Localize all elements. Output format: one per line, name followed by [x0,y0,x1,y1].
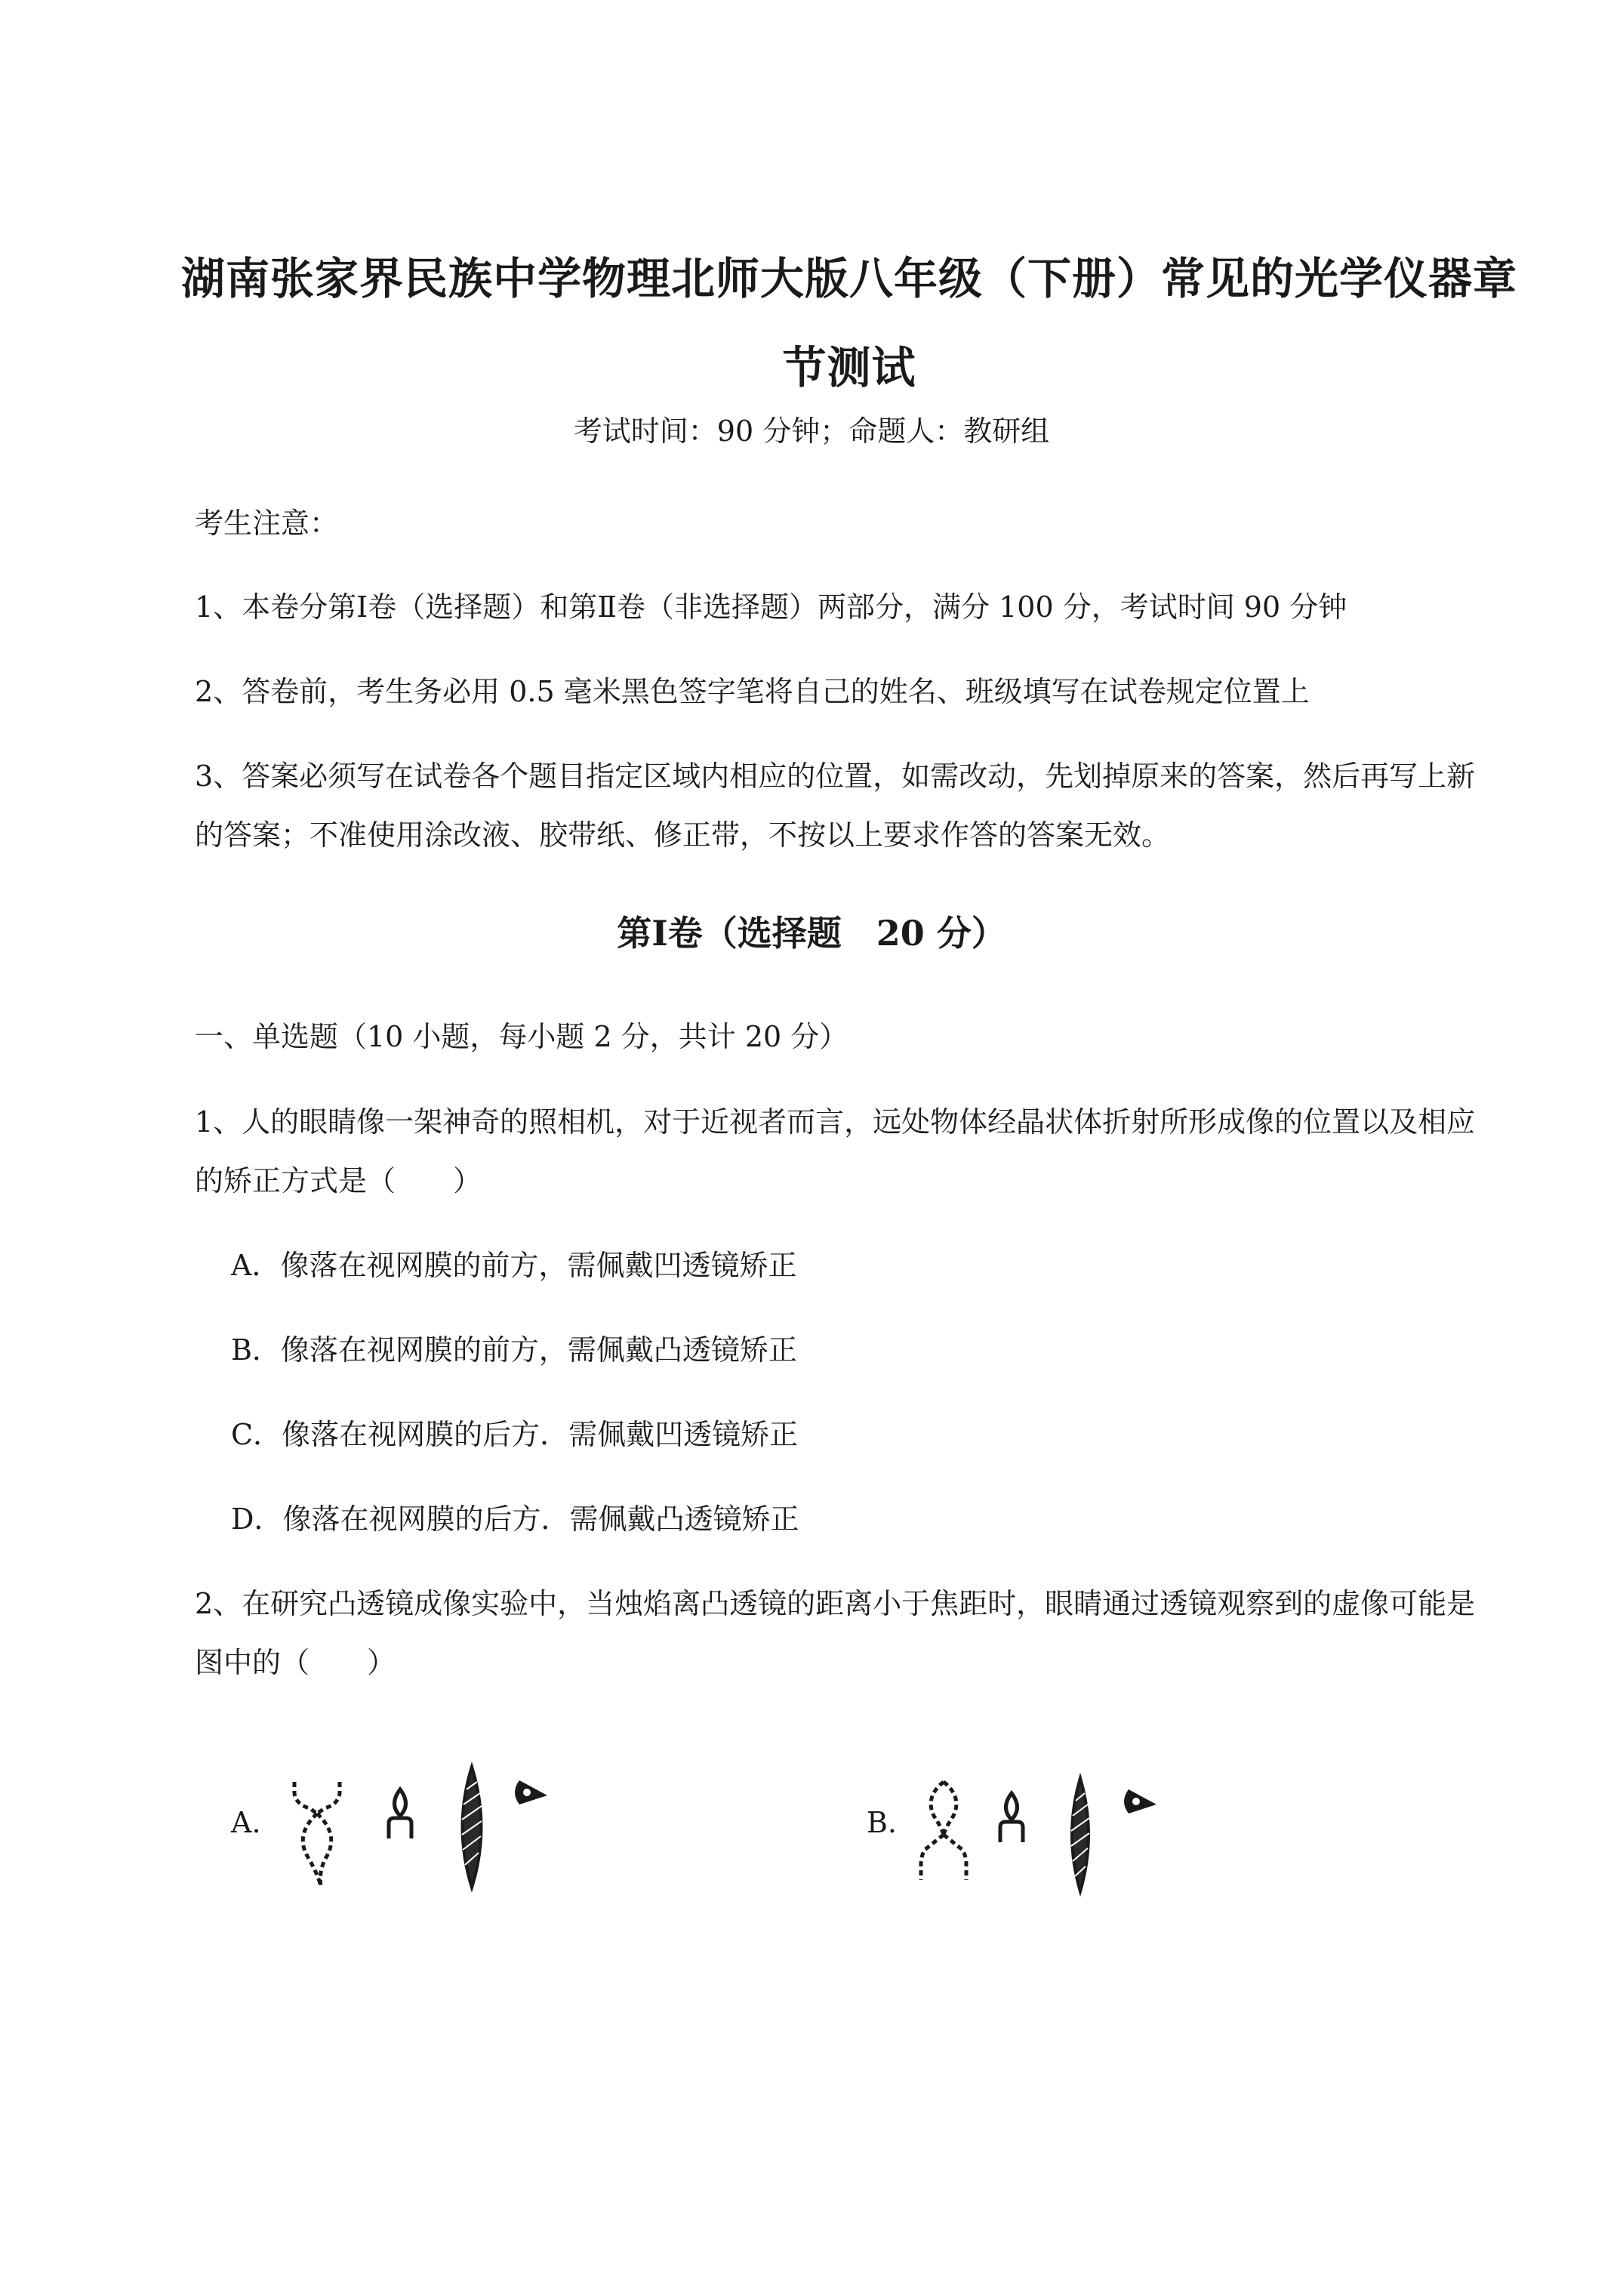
section-title: 第Ⅰ卷（选择题 20 分） [617,913,1006,954]
eye-icon [1124,1789,1156,1814]
candle-object [389,1789,411,1838]
notice-item-3-line2: 的答案；不准使用涂改液、胶带纸、修正带，不按以上要求作答的答案无效。 [195,818,1171,852]
page-title-line2: 节测试 [782,342,916,393]
notice-item-3-line1: 3、答案必须写在试卷各个题目指定区域内相应的位置，如需改动，先划掉原来的答案，然后再写上新 [195,760,1476,793]
virtual-image-candle-upright [921,1782,966,1880]
figure-a-diagram [287,1759,574,1903]
q1-option-d: D．像落在视网膜的后方．需佩戴凸透镜矫正 [231,1502,799,1536]
convex-lens [1071,1778,1089,1891]
question-2-line1: 2、在研究凸透镜成像实验中，当烛焰离凸透镜的距离小于焦距时，眼睛通过透镜观察到的虚像可能是 [195,1587,1476,1620]
notice-item-1: 1、本卷分第Ⅰ卷（选择题）和第Ⅱ卷（非选择题）两部分，满分 100 分，考试时间 90 分钟 [195,590,1347,624]
exam-subtitle: 考试时间：90 分钟；命题人：教研组 [573,415,1050,448]
virtual-image-candle-inverted [294,1782,340,1886]
candle-object [1000,1793,1023,1842]
eye-icon [515,1780,547,1804]
q1-option-a: A．像落在视网膜的前方，需佩戴凹透镜矫正 [231,1249,797,1282]
q1-option-c: C．像落在视网膜的后方．需佩戴凹透镜矫正 [231,1418,799,1451]
figure-a-label: A. [231,1806,261,1839]
figure-b-diagram [910,1759,1196,1903]
notice-item-2: 2、答卷前，考生务必用 0.5 毫米黑色签字笔将自己的姓名、班级填写在试卷规定位置上 [195,675,1310,708]
q1-option-b: B．像落在视网膜的前方，需佩戴凸透镜矫正 [231,1333,797,1367]
question-2-line2: 图中的（ ） [195,1646,396,1679]
question-1-line2: 的矫正方式是（ ） [195,1164,482,1197]
convex-lens [462,1767,482,1888]
notice-heading: 考生注意： [195,507,339,540]
question-1-line1: 1、人的眼睛像一架神奇的照相机，对于近视者而言，远处物体经晶状体折射所形成像的位置以及相应 [195,1105,1476,1139]
page-title-line1: 湖南张家界民族中学物理北师大版八年级（下册）常见的光学仪器章 [181,253,1518,304]
figure-b-label: B. [867,1806,898,1839]
part-heading: 一、单选题（10 小题，每小题 2 分，共计 20 分） [195,1020,848,1053]
